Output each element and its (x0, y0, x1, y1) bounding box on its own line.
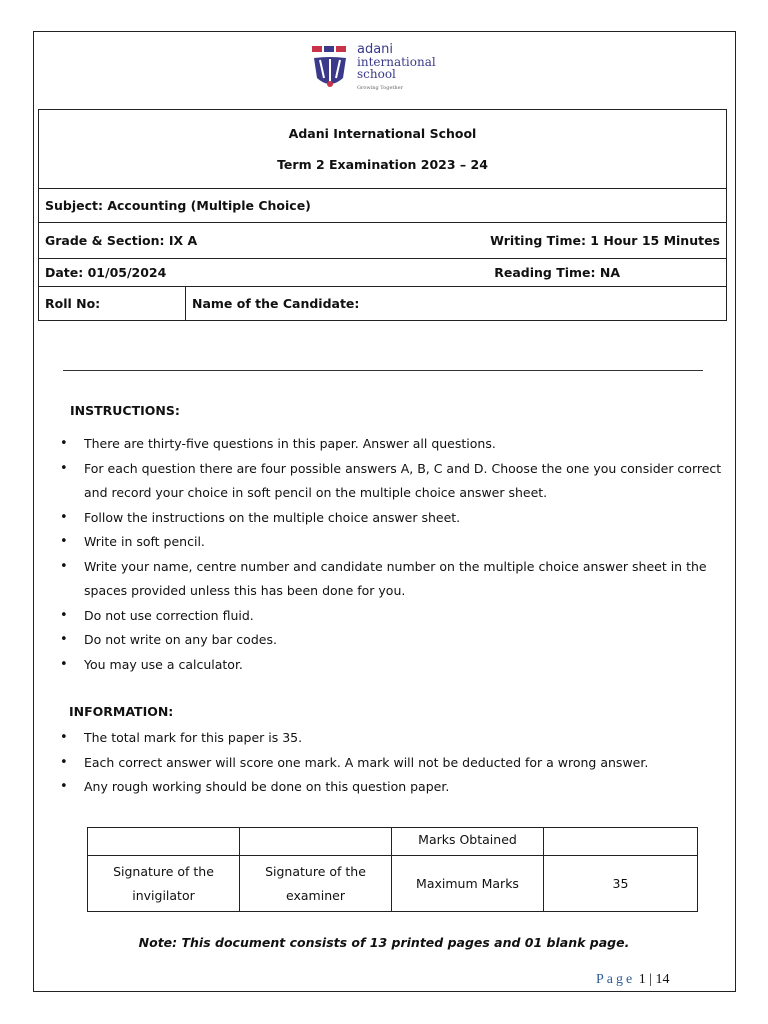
instruction-item: • Write your name, centre number and candidate number on the multiple choice answer sheet in the spaces provided unless this has been done for you. (60, 555, 730, 604)
information-list (60, 726, 730, 800)
instructions-heading: INSTRUCTIONS: (70, 403, 180, 418)
reading-time: Reading Time: NA (494, 265, 620, 280)
roll-no-field[interactable]: Roll No: (39, 287, 186, 321)
document-note: Note: This document consists of 13 printed pages and 01 blank page. (138, 935, 630, 950)
grade-section: Grade & Section: IX A (45, 233, 198, 248)
marks-obtained-label: Marks Obtained (392, 828, 544, 856)
max-marks-label: Maximum Marks (392, 856, 544, 912)
school-name: Adani International School (288, 126, 477, 141)
information-item: • Each correct answer will score one mark. A mark will not be deducted for a wrong answer. (60, 751, 730, 776)
instruction-item: • Follow the instructions on the multiple choice answer sheet. (60, 506, 730, 531)
divider (63, 370, 703, 371)
exam-date: Date: 01/05/2024 (45, 265, 167, 280)
invigilator-signature-box[interactable] (88, 828, 240, 856)
page-label: Page (596, 972, 636, 987)
instruction-item: • Do not write on any bar codes. (60, 628, 730, 653)
marks-obtained-box[interactable] (544, 828, 698, 856)
exam-title: Term 2 Examination 2023 – 24 (277, 157, 488, 172)
school-emblem-icon (310, 44, 354, 92)
information-item: • Any rough working should be done on this question paper. (60, 775, 730, 800)
date-row (39, 259, 727, 287)
max-marks-value: 35 (544, 856, 698, 912)
instructions-list (60, 432, 730, 677)
candidate-name-field[interactable]: Name of the Candidate: (186, 287, 727, 321)
information-heading: INFORMATION: (69, 704, 174, 719)
writing-time: Writing Time: 1 Hour 15 Minutes (490, 233, 720, 248)
logo-line2: international (357, 55, 436, 69)
invigilator-label: Signature of the invigilator (88, 856, 240, 912)
logo-line3: school (357, 67, 396, 81)
page-total: 14 (655, 972, 670, 987)
logo-line1: adani (357, 42, 394, 57)
page-number: Page 1 | 14 (596, 972, 670, 987)
logo-tagline: Growing Together (357, 85, 403, 91)
examiner-signature-box[interactable] (240, 828, 392, 856)
grade-row (39, 223, 727, 259)
title-cell (39, 110, 727, 189)
examiner-label: Signature of the examiner (240, 856, 392, 912)
marks-table (87, 827, 698, 912)
instruction-item: • There are thirty-five questions in this paper. Answer all questions. (60, 432, 730, 457)
page-current: 1 (638, 972, 646, 987)
instruction-item: • Do not use correction fluid. (60, 604, 730, 629)
information-item: • The total mark for this paper is 35. (60, 726, 730, 751)
subject: Subject: Accounting (Multiple Choice) (39, 189, 727, 223)
instruction-item: • For each question there are four possible answers A, B, C and D. Choose the one you consider correct and record your choice in soft pencil on the multiple choice answer sheet. (60, 457, 730, 506)
instruction-item: • Write in soft pencil. (60, 530, 730, 555)
school-logo (310, 44, 450, 96)
instruction-item: • You may use a calculator. (60, 653, 730, 678)
exam-header-table (38, 109, 727, 321)
